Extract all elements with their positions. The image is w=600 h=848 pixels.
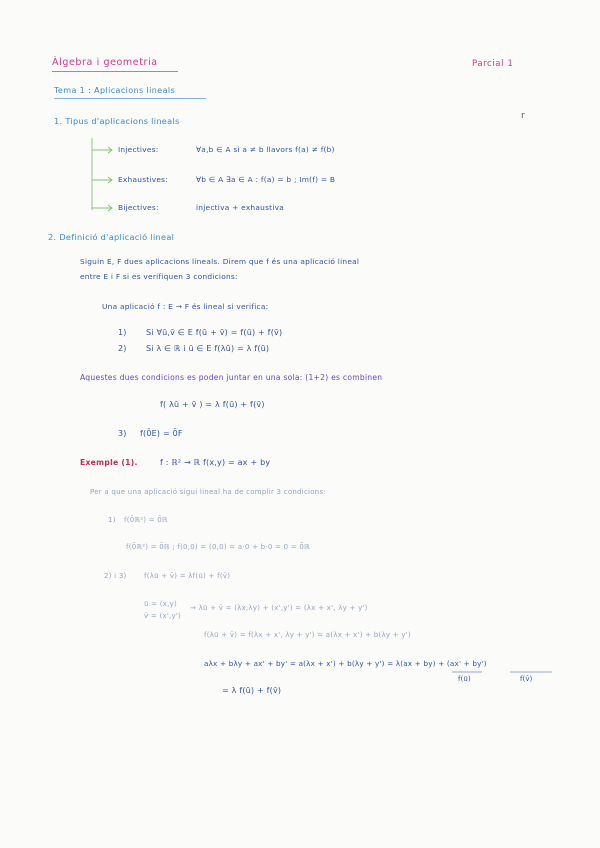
exemple-p2: f(λū + v̄) = λf(ū) + f(v̄) xyxy=(144,572,231,580)
tipus-bijectives-name: Bijectives: xyxy=(118,203,159,212)
definicio-intro: Una aplicació f : E → F és lineal si verifica: xyxy=(102,302,269,311)
brace-label-fv: f(v̄) xyxy=(520,675,533,683)
brace-label-fu: f(ū) xyxy=(458,675,471,683)
page-title: Àlgebra i geometria xyxy=(52,57,158,68)
condicio-1-label: 1) xyxy=(118,328,127,337)
exemple-combinacio: → λū + v̄ = (λx,λy) + (x',y') = (λx + x', λy + y') xyxy=(190,604,368,612)
condicio-2-label: 2) xyxy=(118,344,127,353)
definicio-line-2: entre E i F si es verifiquen 3 condicions: xyxy=(80,272,238,281)
parcial-label: Parcial 1 xyxy=(472,59,514,69)
condicio-3: f(0̄E) = 0̄F xyxy=(140,429,183,438)
exemple-pas-3: = λ f(ū) + f(v̄) xyxy=(222,686,282,695)
exemple-p2-label: 2) i 3) xyxy=(104,572,127,580)
exemple-p1: f(0̄ℝ²) = 0̄ℝ xyxy=(124,516,168,524)
condicions-ajuntar: Aquestes dues condicions es poden juntar en una sola: (1+2) es combinen xyxy=(80,373,383,382)
margin-mark: r xyxy=(521,111,525,121)
exemple-p1-detall: f(0̄ℝ²) = 0̄ℝ ; f(0,0) = (0,0) = a·0 + b·0 = 0 = 0̄ℝ xyxy=(126,543,310,551)
exemple-funcio: f : ℝ² → ℝ f(x,y) = ax + by xyxy=(160,458,271,467)
section-2-title: 2. Definició d'aplicació lineal xyxy=(48,232,175,242)
exemple-pas-2: aλx + bλy + ax' + by' = a(λx + x') + b(λy + y') = λ(ax + by) + (ax' + by') xyxy=(204,659,487,668)
exemple-pas-1: f(λū + v̄) = f(λx + x', λy + y') = a(λx + x') + b(λy + y') xyxy=(204,631,411,639)
condicio-3-label: 3) xyxy=(118,429,127,438)
exemple-label: Exemple (1). xyxy=(80,458,138,467)
exemple-intro: Per a que una aplicació sigui lineal ha de complir 3 condicions: xyxy=(90,488,326,496)
tipus-exhaustives-name: Exhaustives: xyxy=(118,175,169,184)
exemple-p1-label: 1) xyxy=(108,516,116,524)
definicio-line-1: Siguin E, F dues aplicacions lineals. Direm que f és una aplicació lineal xyxy=(80,257,360,266)
tema-title: Tema 1 : Aplicacions lineals xyxy=(54,86,176,95)
tipus-exhaustives-def: ∀b ∈ A ∃a ∈ A : f(a) = b ; Im(f) = B xyxy=(196,175,336,184)
tipus-injectives-def: ∀a,b ∈ A si a ≠ b llavors f(a) ≠ f(b) xyxy=(196,145,335,154)
exemple-v-def: v̄ = (x',y') xyxy=(144,612,182,620)
condicio-2: Si λ ∈ ℝ i ū ∈ E f(λū) = λ f(ū) xyxy=(146,344,270,353)
condicio-1: Si ∀ū,v̄ ∈ E f(ū + v̄) = f(ū) + f(v̄) xyxy=(146,328,283,337)
condicio-combinada: f( λū + v̄ ) = λ f(ū) + f(v̄) xyxy=(160,400,265,409)
tipus-injectives-name: Injectives: xyxy=(118,145,159,154)
exemple-u-def: ū = (x,y) xyxy=(144,600,177,608)
tipus-bijectives-def: injectiva + exhaustiva xyxy=(196,203,285,212)
section-1-title: 1. Tipus d'aplicacions lineals xyxy=(54,116,180,126)
